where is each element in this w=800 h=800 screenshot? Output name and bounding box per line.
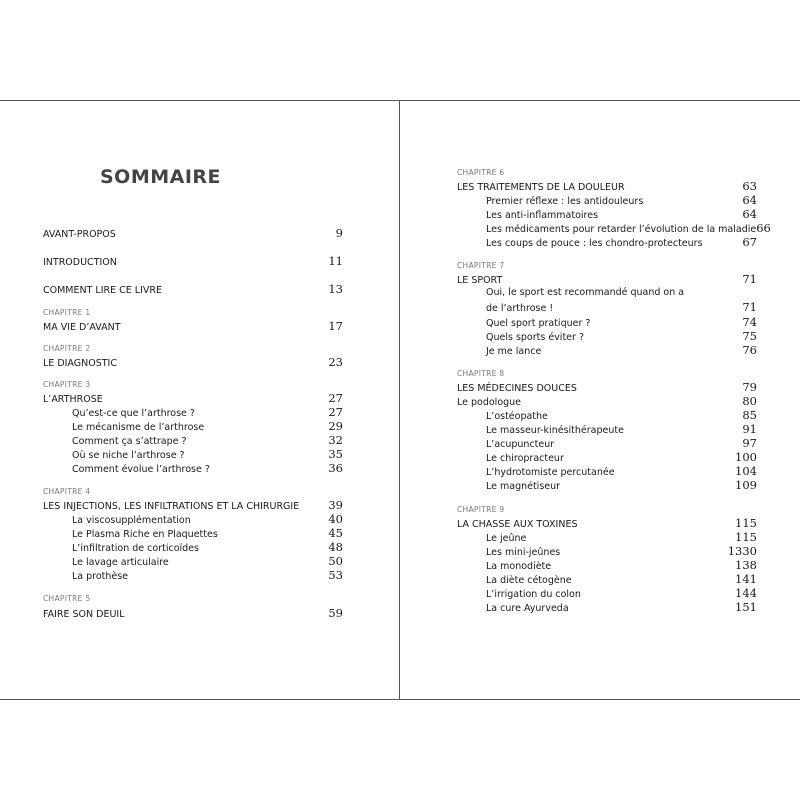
- toc-entry-label: Oui, le sport est recommandé quand on a: [486, 287, 685, 298]
- toc-entry: [43, 606, 343, 620]
- toc-page-number: 80: [742, 394, 757, 408]
- toc-page-number: 11: [328, 254, 343, 268]
- toc-subentry: [457, 450, 757, 464]
- toc-page-number: 17: [328, 319, 343, 333]
- toc-entry: [43, 498, 343, 512]
- chapter-label: CHAPITRE 1: [43, 308, 91, 317]
- toc-page-number: 151: [735, 600, 757, 614]
- toc-entry-label: LE SPORT: [457, 275, 503, 286]
- toc-subentry: [457, 315, 757, 329]
- toc-subentry: [457, 478, 757, 492]
- toc-entry-label: La diète cétogène: [486, 575, 572, 586]
- toc-page-number: 27: [328, 405, 343, 419]
- toc-entry-label: COMMENT LIRE CE LIVRE: [43, 285, 163, 296]
- toc-entry-label: Les mini-jeûnes: [486, 547, 561, 558]
- toc-entry-label: Le jeûne: [486, 533, 527, 544]
- toc-entry-label: LES INJECTIONS, LES INFILTRATIONS ET LA CHIRURGIE: [43, 501, 300, 512]
- toc-entry-label: Les coups de pouce : les chondro-protecteurs: [486, 238, 703, 249]
- toc-entry-label: LES MÉDECINES DOUCES: [457, 383, 577, 394]
- toc-page-number: 53: [328, 568, 343, 582]
- toc-subentry: [43, 433, 343, 447]
- toc-subentry: [457, 530, 757, 544]
- toc-subentry: [457, 235, 757, 249]
- toc-entry-label: LES TRAITEMENTS DE LA DOULEUR: [457, 182, 625, 193]
- toc-entry-label: Je me lance: [486, 346, 542, 357]
- toc-entry-label: Le mécanisme de l’arthrose: [72, 422, 205, 433]
- toc-subentry: [457, 408, 757, 422]
- toc-page-number: 59: [328, 606, 343, 620]
- toc-page-number: 141: [735, 572, 757, 586]
- toc-entry-label: Le chiropracteur: [486, 453, 564, 464]
- toc-page-number: 79: [742, 380, 757, 394]
- toc-entry-label: Qu’est-ce que l’arthrose ?: [72, 408, 195, 419]
- toc-page-number: 50: [328, 554, 343, 568]
- toc-entry-label: Le masseur-kinésithérapeute: [486, 425, 624, 436]
- toc-page-number: 144: [735, 586, 757, 600]
- chapter-label: CHAPITRE 8: [457, 369, 505, 378]
- toc-page-number: 109: [735, 478, 757, 492]
- toc-page-number: 27: [328, 391, 343, 405]
- toc-entry-label: La prothèse: [72, 571, 129, 582]
- toc-entry-label: La viscosupplémentation: [72, 515, 191, 526]
- toc-page-number: 48: [328, 540, 343, 554]
- toc-entry-label: Quels sports éviter ?: [486, 332, 584, 343]
- toc-page-number: 97: [742, 436, 757, 450]
- left-page: [0, 100, 400, 700]
- toc-subentry: [457, 558, 757, 572]
- toc-subentry: [457, 436, 757, 450]
- toc-entry: [43, 282, 343, 296]
- toc-entry-label: LE DIAGNOSTIC: [43, 358, 117, 369]
- chapter-label: CHAPITRE 3: [43, 380, 91, 389]
- toc-page-number: 74: [742, 315, 757, 329]
- right-page: [400, 100, 800, 700]
- toc-page-number: 71: [742, 272, 757, 286]
- toc-subentry: [43, 419, 343, 433]
- toc-entry-label: Premier réflexe : les antidouleurs: [486, 196, 644, 207]
- toc-entry-label: Quel sport pratiquer ?: [486, 318, 591, 329]
- toc-page-number: 100: [735, 450, 757, 464]
- chapter-label: CHAPITRE 2: [43, 344, 91, 353]
- toc-page-number: 45: [328, 526, 343, 540]
- toc-entry-label: Comment évolue l’arthrose ?: [72, 464, 210, 475]
- toc-entry-label: INTRODUCTION: [43, 257, 117, 268]
- toc-page-number: 64: [742, 207, 757, 221]
- toc-entry: [43, 226, 343, 240]
- toc-page-number: 32: [328, 433, 343, 447]
- toc-entry: [43, 254, 343, 268]
- toc-entry-label: LA CHASSE AUX TOXINES: [457, 519, 578, 530]
- toc-subentry: [43, 540, 343, 554]
- toc-entry-label: L’ostéopathe: [486, 411, 548, 422]
- toc-subentry: [43, 568, 343, 582]
- toc-page-number: 13: [328, 282, 343, 296]
- toc-entry: [43, 355, 343, 369]
- toc-page-number: 63: [742, 179, 757, 193]
- chapter-label: CHAPITRE 7: [457, 261, 505, 270]
- chapter-label: CHAPITRE 6: [457, 168, 505, 177]
- toc-subentry: [457, 329, 757, 343]
- toc-page-number: 29: [328, 419, 343, 433]
- chapter-label: CHAPITRE 4: [43, 487, 91, 496]
- toc-entry: [43, 319, 343, 333]
- toc-subentry: [43, 526, 343, 540]
- toc-page-number: 75: [742, 329, 757, 343]
- toc-page-number: 39: [328, 498, 343, 512]
- page-title: SOMMAIRE: [100, 166, 222, 188]
- toc-subentry: [457, 572, 757, 586]
- toc-subentry: [457, 286, 757, 300]
- toc-entry: [457, 516, 757, 530]
- chapter-label: CHAPITRE 5: [43, 594, 91, 603]
- chapter-label: CHAPITRE 9: [457, 505, 505, 514]
- toc-page-number: 138: [735, 558, 757, 572]
- toc-entry-label: MA VIE D’AVANT: [43, 322, 121, 333]
- toc-subentry: [457, 422, 757, 436]
- toc-subentry: [457, 544, 757, 558]
- toc-entry-label: Le podologue: [457, 397, 522, 408]
- toc-subentry: [457, 600, 757, 614]
- toc-entry-label: Comment ça s’attrape ?: [72, 436, 187, 447]
- toc-page-number: 40: [328, 512, 343, 526]
- toc-page-number: 104: [735, 464, 757, 478]
- toc-entry-label: La cure Ayurveda: [486, 603, 569, 614]
- toc-entry-label: Le Plasma Riche en Plaquettes: [72, 529, 218, 540]
- toc-page-number: 71: [742, 300, 757, 314]
- toc-subentry: [457, 343, 757, 357]
- toc-entry: [457, 272, 757, 286]
- toc-subentry: [43, 405, 343, 419]
- toc-entry-label: de l’arthrose !: [486, 303, 554, 314]
- toc-page-number: 9: [335, 226, 343, 240]
- toc-subentry: [43, 461, 343, 475]
- toc-subentry: [43, 554, 343, 568]
- toc-entry-label: FAIRE SON DEUIL: [43, 609, 125, 620]
- toc-entry-label: Où se niche l’arthrose ?: [72, 450, 185, 461]
- toc-page-number: 36: [328, 461, 343, 475]
- toc-subentry: [457, 221, 771, 235]
- toc-page-number: 66: [756, 221, 771, 235]
- toc-entry: [457, 380, 757, 394]
- toc-page-number: 76: [742, 343, 757, 357]
- toc-entry-label: AVANT-PROPOS: [43, 229, 116, 240]
- toc-subentry: [43, 447, 343, 461]
- toc-subentry: [457, 464, 757, 478]
- toc-entry-label: Les médicaments pour retarder l’évolution de la maladie: [486, 224, 757, 235]
- toc-entry: [457, 179, 757, 193]
- toc-page-number: 64: [742, 193, 757, 207]
- toc-entry-label: Le lavage articulaire: [72, 557, 169, 568]
- toc-subentry: [457, 207, 757, 221]
- toc-entry-label: L’hydrotomiste percutanée: [486, 467, 615, 478]
- toc-entry: [457, 394, 757, 408]
- toc-entry-label: L’infiltration de corticoïdes: [72, 543, 199, 554]
- toc-page-number: 23: [328, 355, 343, 369]
- toc-subentry: [457, 586, 757, 600]
- toc-entry: [43, 391, 343, 405]
- toc-page-number: 115: [735, 516, 757, 530]
- toc-subentry: [457, 193, 757, 207]
- toc-subentry: [457, 300, 757, 314]
- toc-entry-label: L’ARTHROSE: [43, 394, 103, 405]
- toc-page-number: 91: [742, 422, 757, 436]
- toc-page-number: 85: [742, 408, 757, 422]
- toc-page-number: 67: [742, 235, 757, 249]
- toc-page-number: 1330: [727, 544, 757, 558]
- toc-entry-label: L’acupuncteur: [486, 439, 555, 450]
- toc-page-number: 115: [735, 530, 757, 544]
- toc-page-number: 35: [328, 447, 343, 461]
- toc-entry-label: Les anti-inflammatoires: [486, 210, 599, 221]
- toc-subentry: [43, 512, 343, 526]
- toc-entry-label: L’irrigation du colon: [486, 589, 581, 600]
- toc-entry-label: La monodiète: [486, 561, 552, 572]
- toc-entry-label: Le magnétiseur: [486, 481, 561, 492]
